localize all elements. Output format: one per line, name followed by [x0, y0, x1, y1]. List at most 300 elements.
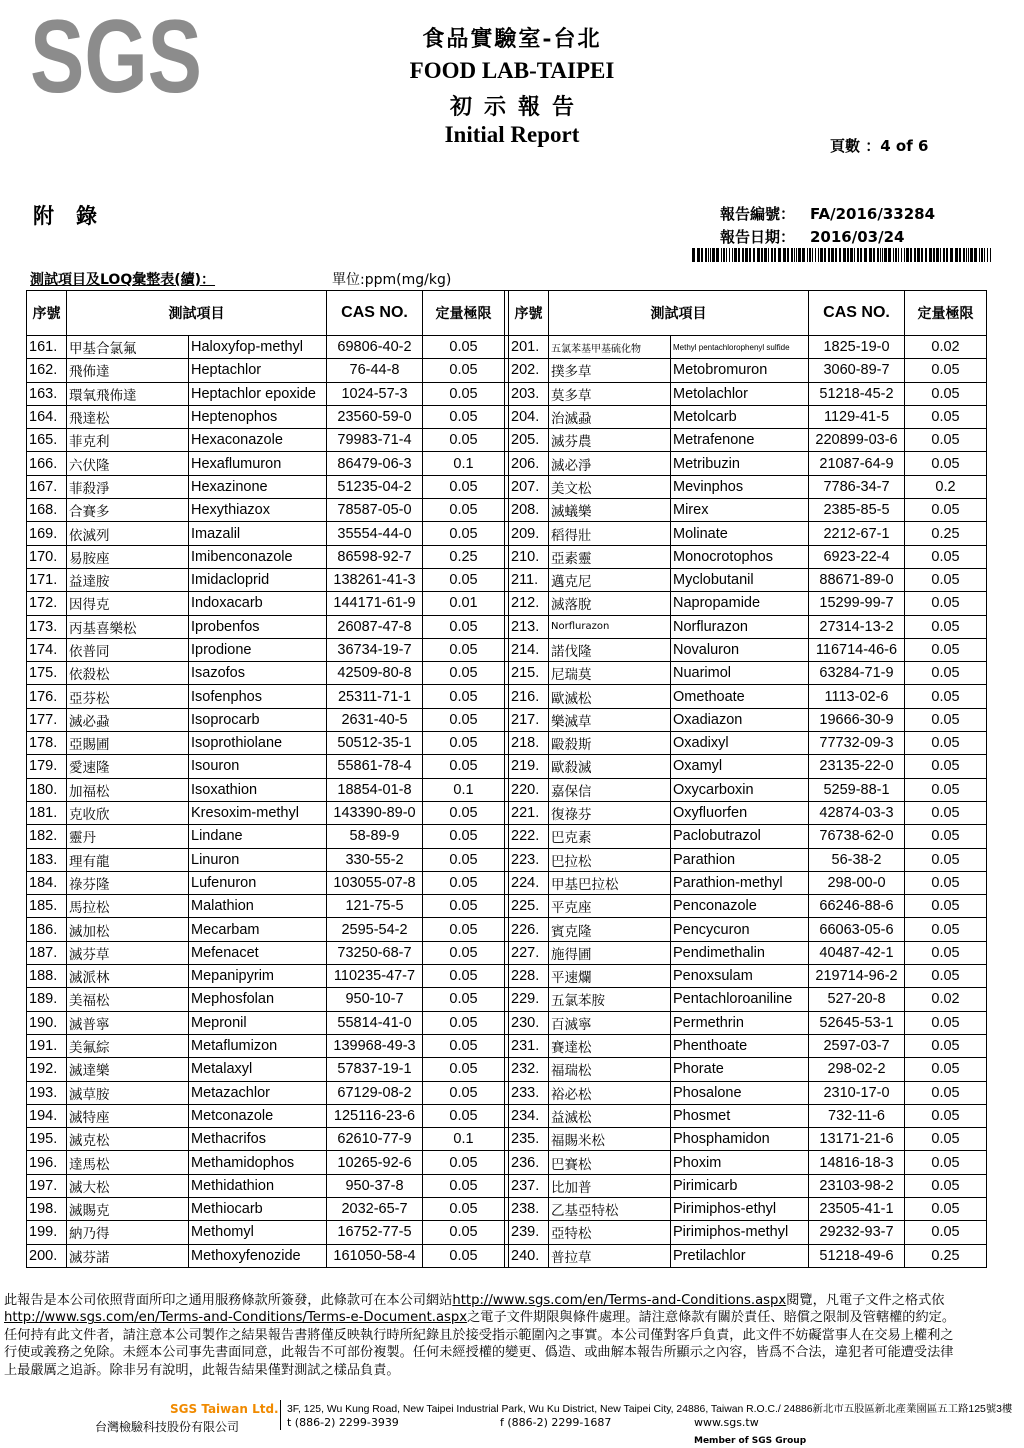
cas-cell: 18854-01-8 — [327, 778, 423, 801]
loq-cell: 0.05 — [905, 568, 987, 591]
item-zh-cell: 亞特松 — [549, 1221, 671, 1244]
item-zh-cell: 甲基巴拉松 — [549, 871, 671, 894]
item-en-cell: Mevinphos — [671, 475, 809, 498]
seq-cell: 218. — [509, 732, 549, 755]
loq-cell: 0.05 — [905, 1058, 987, 1081]
loq-cell: 0.05 — [905, 918, 987, 941]
item-en-cell: Metribuzin — [671, 452, 809, 475]
barcode-bar — [910, 248, 912, 262]
item-zh-cell: 歐滅松 — [549, 685, 671, 708]
barcode-bar — [873, 248, 875, 262]
company-address: 3F, 125, Wu Kung Road, New Taipei Industrial Park, Wu Ku District, New Taipei City, 24886, Taiwan R.O.C./ 24886新北市五股區新北產業園區五工路125號3樓 — [287, 1404, 1013, 1415]
report-type-zh: 初示報告 — [449, 94, 586, 120]
seq-cell: 206. — [509, 452, 549, 475]
cas-cell: 58-89-9 — [327, 825, 423, 848]
barcode-bar — [968, 248, 969, 262]
cas-cell: 1024-57-3 — [327, 382, 423, 405]
loq-cell: 0.05 — [905, 1081, 987, 1104]
cas-cell: 1113-02-6 — [809, 685, 905, 708]
cas-cell: 298-00-0 — [809, 871, 905, 894]
item-zh-cell: 滅派林 — [67, 965, 189, 988]
item-zh-cell: 乙基亞特松 — [549, 1197, 671, 1220]
seq-cell: 205. — [509, 429, 549, 452]
item-en-cell: Oxadixyl — [671, 732, 809, 755]
cas-cell: 219714-96-2 — [809, 965, 905, 988]
cas-cell: 73250-68-7 — [327, 941, 423, 964]
item-zh-cell: 滅必蝨 — [67, 708, 189, 731]
loq-cell: 0.05 — [423, 1244, 505, 1267]
barcode-bar — [946, 248, 948, 262]
barcode-bar — [831, 248, 834, 262]
report-number-label: 報告編號： — [720, 205, 796, 223]
item-en-cell: Lufenuron — [189, 871, 327, 894]
cas-cell: 2310-17-0 — [809, 1081, 905, 1104]
seq-cell: 189. — [27, 988, 67, 1011]
item-zh-cell: 環氧飛佈達 — [67, 382, 189, 405]
item-en-cell: Indoxacarb — [189, 592, 327, 615]
item-en-cell: Metolachlor — [671, 382, 809, 405]
item-en-cell: Parathion-methyl — [671, 871, 809, 894]
website-link[interactable]: www.sgs.tw — [694, 1416, 759, 1429]
barcode-bar — [812, 248, 813, 262]
loq-cell: 0.05 — [905, 1197, 987, 1220]
cas-cell: 121-75-5 — [327, 895, 423, 918]
table-row — [27, 475, 987, 498]
cas-cell: 2385-85-5 — [809, 499, 905, 522]
barcode-bar — [959, 248, 961, 262]
seq-cell: 161. — [27, 336, 67, 359]
table-row — [27, 801, 987, 824]
item-en-cell: Metconazole — [189, 1104, 327, 1127]
sgs-logo-text: SGS — [30, 0, 202, 115]
loq-cell: 0.05 — [905, 778, 987, 801]
seq-cell: 209. — [509, 522, 549, 545]
item-en-cell: Methomyl — [189, 1221, 327, 1244]
table-row — [27, 895, 987, 918]
cas-cell: 86479-06-3 — [327, 452, 423, 475]
barcode-bar — [914, 248, 916, 262]
item-zh-cell: 丙基喜樂松 — [67, 615, 189, 638]
item-en-cell: Napropamide — [671, 592, 809, 615]
seq-cell: 236. — [509, 1151, 549, 1174]
loq-cell: 0.05 — [423, 941, 505, 964]
item-zh-cell: 滅普寧 — [67, 1011, 189, 1034]
item-en-cell: Phosalone — [671, 1081, 809, 1104]
item-zh-cell: 莫多草 — [549, 382, 671, 405]
barcode-bar — [854, 248, 855, 262]
item-en-cell: Phenthoate — [671, 1034, 809, 1057]
loq-cell: 0.05 — [905, 941, 987, 964]
loq-cell: 0.05 — [423, 1174, 505, 1197]
item-zh-cell: 五氯苯基甲基硫化物 — [549, 336, 671, 359]
cas-cell: 125116-23-6 — [327, 1104, 423, 1127]
loq-cell: 0.05 — [423, 801, 505, 824]
cas-cell: 116714-46-6 — [809, 638, 905, 661]
cas-cell: 27314-13-2 — [809, 615, 905, 638]
barcode-bar — [734, 248, 737, 262]
lab-name-en: FOOD LAB-TAIPEI — [409, 58, 615, 83]
barcode-bar — [893, 248, 894, 262]
item-zh-cell: 稻得壯 — [549, 522, 671, 545]
unit-label: 單位:ppm(mg/kg) — [332, 272, 452, 288]
col-loq-left: 定量極限 — [423, 291, 505, 336]
terms-e-document-link[interactable]: http://www.sgs.com/en/Terms-and-Conditions/Terms-e-Document.aspx — [4, 1310, 468, 1326]
item-en-cell: Hexythiazox — [189, 499, 327, 522]
item-en-cell: Lindane — [189, 825, 327, 848]
barcode-bar — [742, 248, 744, 262]
item-en-cell: Imibenconazole — [189, 545, 327, 568]
barcode-bar — [828, 248, 830, 262]
page-number-label: 頁數 ： — [830, 137, 881, 155]
item-en-cell: Mepronil — [189, 1011, 327, 1034]
cas-cell: 56-38-2 — [809, 848, 905, 871]
item-zh-cell: 理有龍 — [67, 848, 189, 871]
table-row — [27, 452, 987, 475]
seq-cell: 180. — [27, 778, 67, 801]
seq-cell: 183. — [27, 848, 67, 871]
item-en-cell: Phorate — [671, 1058, 809, 1081]
table-body — [27, 336, 987, 1268]
cas-cell: 55814-41-0 — [327, 1011, 423, 1034]
item-en-cell: Pretilachlor — [671, 1244, 809, 1267]
item-zh-cell: 加福松 — [67, 778, 189, 801]
loq-cell: 0.05 — [905, 545, 987, 568]
item-zh-cell: 依殺松 — [67, 662, 189, 685]
item-zh-cell: 福賜米松 — [549, 1128, 671, 1151]
cas-cell: 42874-03-3 — [809, 801, 905, 824]
seq-cell: 178. — [27, 732, 67, 755]
item-en-cell: Linuron — [189, 848, 327, 871]
loq-cell: 0.05 — [423, 382, 505, 405]
loq-cell: 0.2 — [905, 475, 987, 498]
cas-cell: 527-20-8 — [809, 988, 905, 1011]
item-zh-cell: 祿芬隆 — [67, 871, 189, 894]
item-zh-cell: 治滅蝨 — [549, 405, 671, 428]
item-en-cell: Oxycarboxin — [671, 778, 809, 801]
disclaimer-part-1: 此報告是本公司依照背面所印之通用服務條款所簽發，此條款可在本公司網站 — [4, 1293, 453, 1308]
item-zh-cell: 滅達樂 — [67, 1058, 189, 1081]
loq-cell: 0.05 — [423, 1221, 505, 1244]
cas-cell: 6923-22-4 — [809, 545, 905, 568]
cas-cell: 14816-18-3 — [809, 1151, 905, 1174]
item-zh-cell: 福瑞松 — [549, 1058, 671, 1081]
loq-cell: 0.05 — [423, 405, 505, 428]
fax-number: f (886-2) 2299-1687 — [500, 1416, 612, 1429]
barcode-bar — [796, 248, 797, 262]
item-zh-cell: 美文松 — [549, 475, 671, 498]
item-zh-cell: 巴拉松 — [549, 848, 671, 871]
col-seq-left: 序號 — [27, 291, 67, 336]
item-zh-cell: 普拉草 — [549, 1244, 671, 1267]
loq-cell: 0.05 — [423, 685, 505, 708]
cas-cell: 330-55-2 — [327, 848, 423, 871]
cas-cell: 110235-47-7 — [327, 965, 423, 988]
table-row — [27, 965, 987, 988]
cas-cell: 66063-05-6 — [809, 918, 905, 941]
seq-cell: 225. — [509, 895, 549, 918]
table-row — [27, 499, 987, 522]
item-zh-cell: 馬拉松 — [67, 895, 189, 918]
barcode-bar — [955, 248, 958, 262]
seq-cell: 174. — [27, 638, 67, 661]
loq-cell: 0.05 — [905, 429, 987, 452]
item-en-cell: Pencycuron — [671, 918, 809, 941]
barcode-bar — [716, 248, 719, 262]
cas-cell: 26087-47-8 — [327, 615, 423, 638]
barcode-bar — [864, 248, 867, 262]
table-row — [27, 592, 987, 615]
seq-cell: 232. — [509, 1058, 549, 1081]
barcode-bar — [818, 248, 819, 262]
item-zh-cell: 達馬松 — [67, 1151, 189, 1174]
item-en-cell: Haloxyfop-methyl — [189, 336, 327, 359]
item-zh-cell: 五氯苯胺 — [549, 988, 671, 1011]
item-en-cell: Methoxyfenozide — [189, 1244, 327, 1267]
table-row — [27, 545, 987, 568]
item-en-cell: Isouron — [189, 755, 327, 778]
seq-cell: 177. — [27, 708, 67, 731]
report-date-value: 2016/03/24 — [810, 228, 905, 246]
barcode-bar — [774, 248, 776, 262]
item-en-cell: Oxadiazon — [671, 708, 809, 731]
item-en-cell: Metrafenone — [671, 429, 809, 452]
item-en-cell: Methacrifos — [189, 1128, 327, 1151]
item-zh-cell: 飛達松 — [67, 405, 189, 428]
barcode-bar — [884, 248, 887, 262]
item-zh-cell: 比加普 — [549, 1174, 671, 1197]
seq-cell: 182. — [27, 825, 67, 848]
seq-cell: 223. — [509, 848, 549, 871]
loq-cell: 0.05 — [423, 755, 505, 778]
item-en-cell: Monocrotophos — [671, 545, 809, 568]
cas-cell: 63284-71-9 — [809, 662, 905, 685]
barcode-bar — [984, 248, 985, 262]
item-zh-cell: 飛佈達 — [67, 359, 189, 382]
seq-cell: 235. — [509, 1128, 549, 1151]
seq-cell: 194. — [27, 1104, 67, 1127]
item-en-cell: Phoxim — [671, 1151, 809, 1174]
cas-cell: 16752-77-5 — [327, 1221, 423, 1244]
loq-cell: 0.05 — [423, 499, 505, 522]
barcode-bar — [966, 248, 967, 262]
seq-cell: 168. — [27, 499, 67, 522]
item-en-cell: Metobromuron — [671, 359, 809, 382]
loq-cell: 0.1 — [423, 1128, 505, 1151]
barcode-bar — [729, 248, 730, 262]
item-en-cell: Methiocarb — [189, 1197, 327, 1220]
loq-cell: 0.05 — [905, 755, 987, 778]
seq-cell: 162. — [27, 359, 67, 382]
item-en-cell: Paclobutrazol — [671, 825, 809, 848]
page-number — [830, 135, 928, 156]
item-zh-cell: 巴賽松 — [549, 1151, 671, 1174]
barcode-bar — [802, 248, 805, 262]
loq-cell: 0.05 — [905, 708, 987, 731]
barcode-bar — [815, 248, 816, 262]
cas-cell: 23103-98-2 — [809, 1174, 905, 1197]
item-zh-cell: 依滅列 — [67, 522, 189, 545]
barcode-bar — [710, 248, 711, 262]
table-title: 測試項目及LOQ彙整表(續)： — [30, 272, 216, 288]
barcode-bar — [787, 248, 789, 262]
cas-cell: 2032-65-7 — [327, 1197, 423, 1220]
cas-cell: 144171-61-9 — [327, 592, 423, 615]
item-zh-cell: 裕必松 — [549, 1081, 671, 1104]
cas-cell: 23560-59-0 — [327, 405, 423, 428]
loq-cell: 0.05 — [423, 359, 505, 382]
loq-cell: 0.05 — [905, 1221, 987, 1244]
barcode-bar — [904, 248, 905, 262]
cas-cell: 62610-77-9 — [327, 1128, 423, 1151]
loq-cell: 0.05 — [905, 638, 987, 661]
seq-cell: 179. — [27, 755, 67, 778]
item-en-cell: Mirex — [671, 499, 809, 522]
loq-cell: 0.05 — [423, 1034, 505, 1057]
item-zh-cell: 滅加松 — [67, 918, 189, 941]
item-en-cell: Phosphamidon — [671, 1128, 809, 1151]
item-en-cell: Iprobenfos — [189, 615, 327, 638]
table-row — [27, 1174, 987, 1197]
barcode-bar — [835, 248, 837, 262]
barcode-bar — [860, 248, 862, 262]
barcode-bar — [936, 248, 939, 262]
item-zh-cell: 益達胺 — [67, 568, 189, 591]
barcode-bar — [880, 248, 881, 262]
table-row — [27, 1244, 987, 1267]
barcode-bar — [943, 248, 945, 262]
item-en-cell: Omethoate — [671, 685, 809, 708]
item-zh-cell: 嘉保信 — [549, 778, 671, 801]
barcode-bar — [807, 248, 808, 262]
item-en-cell: Pirimiphos-ethyl — [671, 1197, 809, 1220]
cas-cell: 161050-58-4 — [327, 1244, 423, 1267]
item-en-cell: Penoxsulam — [671, 965, 809, 988]
loq-cell: 0.05 — [905, 405, 987, 428]
barcode-bar — [721, 248, 722, 262]
cas-cell: 77732-09-3 — [809, 732, 905, 755]
barcode — [692, 248, 992, 262]
table-row — [27, 1034, 987, 1057]
item-zh-cell: 撲多草 — [549, 359, 671, 382]
item-en-cell: Mepanipyrim — [189, 965, 327, 988]
barcode-bar — [757, 248, 760, 262]
item-en-cell: Novaluron — [671, 638, 809, 661]
col-item-left: 測試項目 — [67, 291, 327, 336]
loq-cell: 0.05 — [423, 918, 505, 941]
seq-cell: 166. — [27, 452, 67, 475]
seq-cell: 217. — [509, 708, 549, 731]
barcode-bar — [697, 248, 700, 262]
loq-cell: 0.05 — [423, 638, 505, 661]
item-zh-cell: 毆殺斯 — [549, 732, 671, 755]
loq-cell: 0.1 — [423, 778, 505, 801]
item-zh-cell: 邁克尼 — [549, 568, 671, 591]
item-en-cell: Permethrin — [671, 1011, 809, 1034]
loq-cell: 0.05 — [905, 1104, 987, 1127]
seq-cell: 239. — [509, 1221, 549, 1244]
cas-cell: 51235-04-2 — [327, 475, 423, 498]
item-zh-cell: 靈丹 — [67, 825, 189, 848]
seq-cell: 214. — [509, 638, 549, 661]
seq-cell: 228. — [509, 965, 549, 988]
loq-cell: 0.05 — [905, 685, 987, 708]
item-en-cell: Metalaxyl — [189, 1058, 327, 1081]
item-zh-cell: 菲克利 — [67, 429, 189, 452]
table-row — [27, 615, 987, 638]
cas-cell: 69806-40-2 — [327, 336, 423, 359]
item-zh-cell: 依普同 — [67, 638, 189, 661]
item-en-cell: Metolcarb — [671, 405, 809, 428]
barcode-bar — [820, 248, 823, 262]
item-zh-cell: 亞素靈 — [549, 545, 671, 568]
seq-cell: 203. — [509, 382, 549, 405]
disclaimer-part-2: 閱覽，凡電子文件之格式依 — [786, 1293, 945, 1308]
barcode-bar — [843, 248, 846, 262]
barcode-bar — [974, 248, 977, 262]
seq-cell: 164. — [27, 405, 67, 428]
seq-cell: 191. — [27, 1034, 67, 1057]
loq-cell: 0.05 — [423, 732, 505, 755]
item-en-cell: Isazofos — [189, 662, 327, 685]
seq-cell: 193. — [27, 1081, 67, 1104]
terms-link[interactable]: http://www.sgs.com/en/Terms-and-Conditions.aspx — [452, 1293, 787, 1308]
item-en-cell: Metaflumizon — [189, 1034, 327, 1057]
loq-cell: 0.05 — [423, 1011, 505, 1034]
cas-cell: 139968-49-3 — [327, 1034, 423, 1057]
item-zh-cell: 賓克隆 — [549, 918, 671, 941]
cas-cell: 51218-49-6 — [809, 1244, 905, 1267]
barcode-bar — [970, 248, 973, 262]
cas-cell: 23135-22-0 — [809, 755, 905, 778]
loq-cell: 0.05 — [423, 988, 505, 1011]
item-en-cell: Pendimethalin — [671, 941, 809, 964]
table-row — [27, 1221, 987, 1244]
table-row — [27, 778, 987, 801]
item-zh-cell: 亞賜圃 — [67, 732, 189, 755]
seq-cell: 188. — [27, 965, 67, 988]
loq-cell: 0.02 — [905, 988, 987, 1011]
loq-cell: 0.02 — [905, 336, 987, 359]
cas-cell: 35554-44-0 — [327, 522, 423, 545]
cas-cell: 76-44-8 — [327, 359, 423, 382]
seq-cell: 192. — [27, 1058, 67, 1081]
barcode-bar — [712, 248, 715, 262]
loq-cell: 0.25 — [423, 545, 505, 568]
loq-cell: 0.05 — [905, 592, 987, 615]
table-row — [27, 1104, 987, 1127]
loq-cell: 0.05 — [423, 1058, 505, 1081]
barcode-bar — [987, 248, 988, 262]
barcode-bar — [933, 248, 935, 262]
seq-cell: 173. — [27, 615, 67, 638]
barcode-bar — [761, 248, 763, 262]
loq-cell: 0.05 — [905, 382, 987, 405]
loq-cell: 0.05 — [905, 895, 987, 918]
cas-cell: 57837-19-1 — [327, 1058, 423, 1081]
cas-cell: 40487-42-1 — [809, 941, 905, 964]
seq-cell: 181. — [27, 801, 67, 824]
col-seq-right: 序號 — [509, 291, 549, 336]
loq-cell: 0.05 — [905, 1034, 987, 1057]
seq-cell: 213. — [509, 615, 549, 638]
item-en-cell: Hexaflumuron — [189, 452, 327, 475]
barcode-bar — [753, 248, 755, 262]
phone-number: t (886-2) 2299-3939 — [287, 1416, 399, 1429]
item-zh-cell: 克收欣 — [67, 801, 189, 824]
seq-cell: 215. — [509, 662, 549, 685]
item-zh-cell: 易胺座 — [67, 545, 189, 568]
seq-cell: 234. — [509, 1104, 549, 1127]
